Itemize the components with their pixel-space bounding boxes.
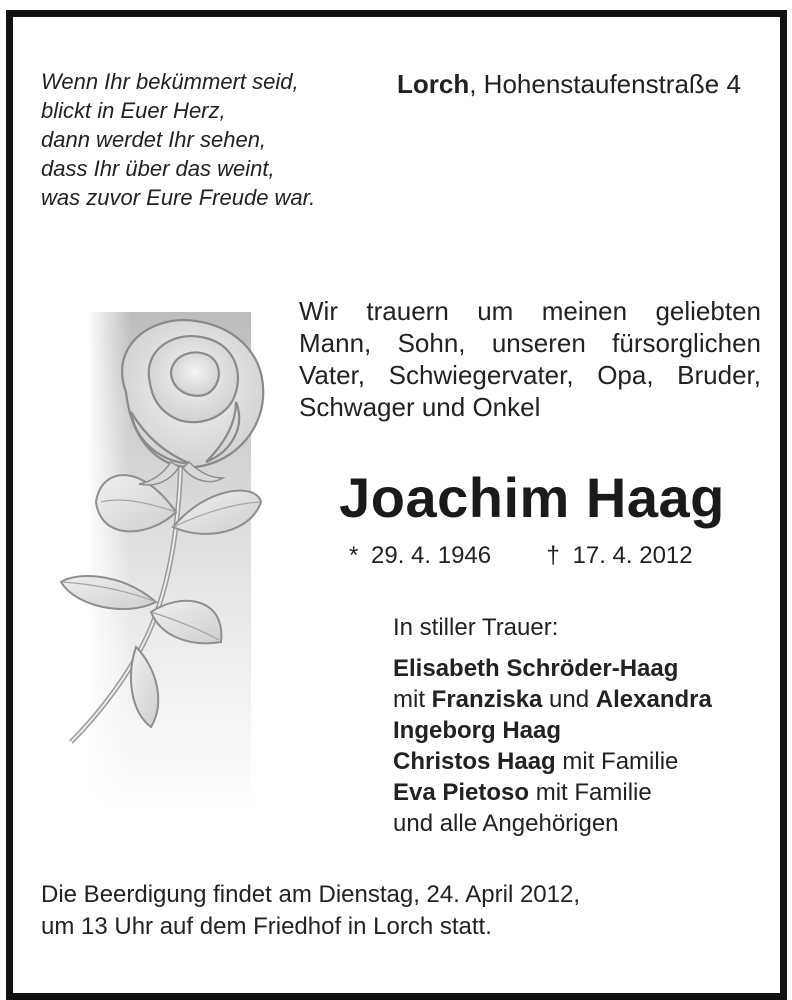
funeral-notice: [41, 879, 580, 943]
intro-line: Vater, Schwiegervater, Opa, Bruder,: [299, 360, 761, 390]
mourner-name: Christos Haag: [393, 748, 556, 775]
mourner-text: mit: [393, 686, 432, 713]
funeral-line: Die Beerdigung findet am Dienstag, 24. April 2012,: [41, 881, 581, 908]
mourner-name: Eva Pietoso: [393, 779, 530, 806]
obituary-frame: [6, 10, 787, 1000]
mourner-name: Alexandra: [595, 686, 712, 713]
intro-line: Schwager und Onkel: [299, 392, 541, 422]
poem-line: was zuvor Eure Freude war.: [41, 185, 316, 210]
mourner-name: Elisabeth Schröder-Haag: [393, 655, 679, 682]
birth-star-icon: *: [349, 542, 359, 569]
poem: [41, 67, 371, 212]
intro-line: Wir trauern um meinen geliebten: [299, 296, 761, 326]
mourner-line: [393, 746, 712, 777]
rose-illustration: [31, 302, 291, 812]
funeral-line: um 13 Uhr auf dem Friedhof in Lorch statt.: [41, 913, 492, 940]
mourner-line: [393, 684, 712, 715]
mourner-text: und: [542, 686, 596, 713]
mourners-list: [393, 612, 712, 839]
address: [397, 69, 741, 100]
mourner-line: [393, 777, 712, 808]
address-street: , Hohenstaufenstraße 4: [469, 69, 741, 99]
intro-line: Mann, Sohn, unseren fürsorglichen: [299, 328, 761, 358]
mourner-line: [393, 653, 712, 684]
mourner-name: Franziska: [431, 686, 543, 713]
deceased-name: Joachim Haag: [339, 466, 725, 529]
poem-line: dass Ihr über das weint,: [41, 156, 275, 181]
poem-line: Wenn Ihr bekümmert seid,: [41, 69, 299, 94]
mourner-text: mit Familie: [555, 748, 679, 775]
mourner-line: und alle Angehörigen: [393, 810, 619, 837]
death-date: 17. 4. 2012: [572, 542, 693, 569]
mourner-line: [393, 715, 712, 746]
poem-line: blickt in Euer Herz,: [41, 98, 226, 123]
mourner-name: Ingeborg Haag: [393, 717, 562, 744]
mourners-heading: In stiller Trauer:: [393, 614, 559, 641]
address-city: Lorch: [397, 69, 470, 99]
intro-text: [299, 295, 761, 423]
death-cross-icon: †: [546, 542, 560, 569]
poem-line: dann werdet Ihr sehen,: [41, 127, 267, 152]
life-dates: [349, 542, 699, 570]
mourner-text: mit Familie: [529, 779, 652, 806]
birth-date: 29. 4. 1946: [371, 542, 492, 569]
